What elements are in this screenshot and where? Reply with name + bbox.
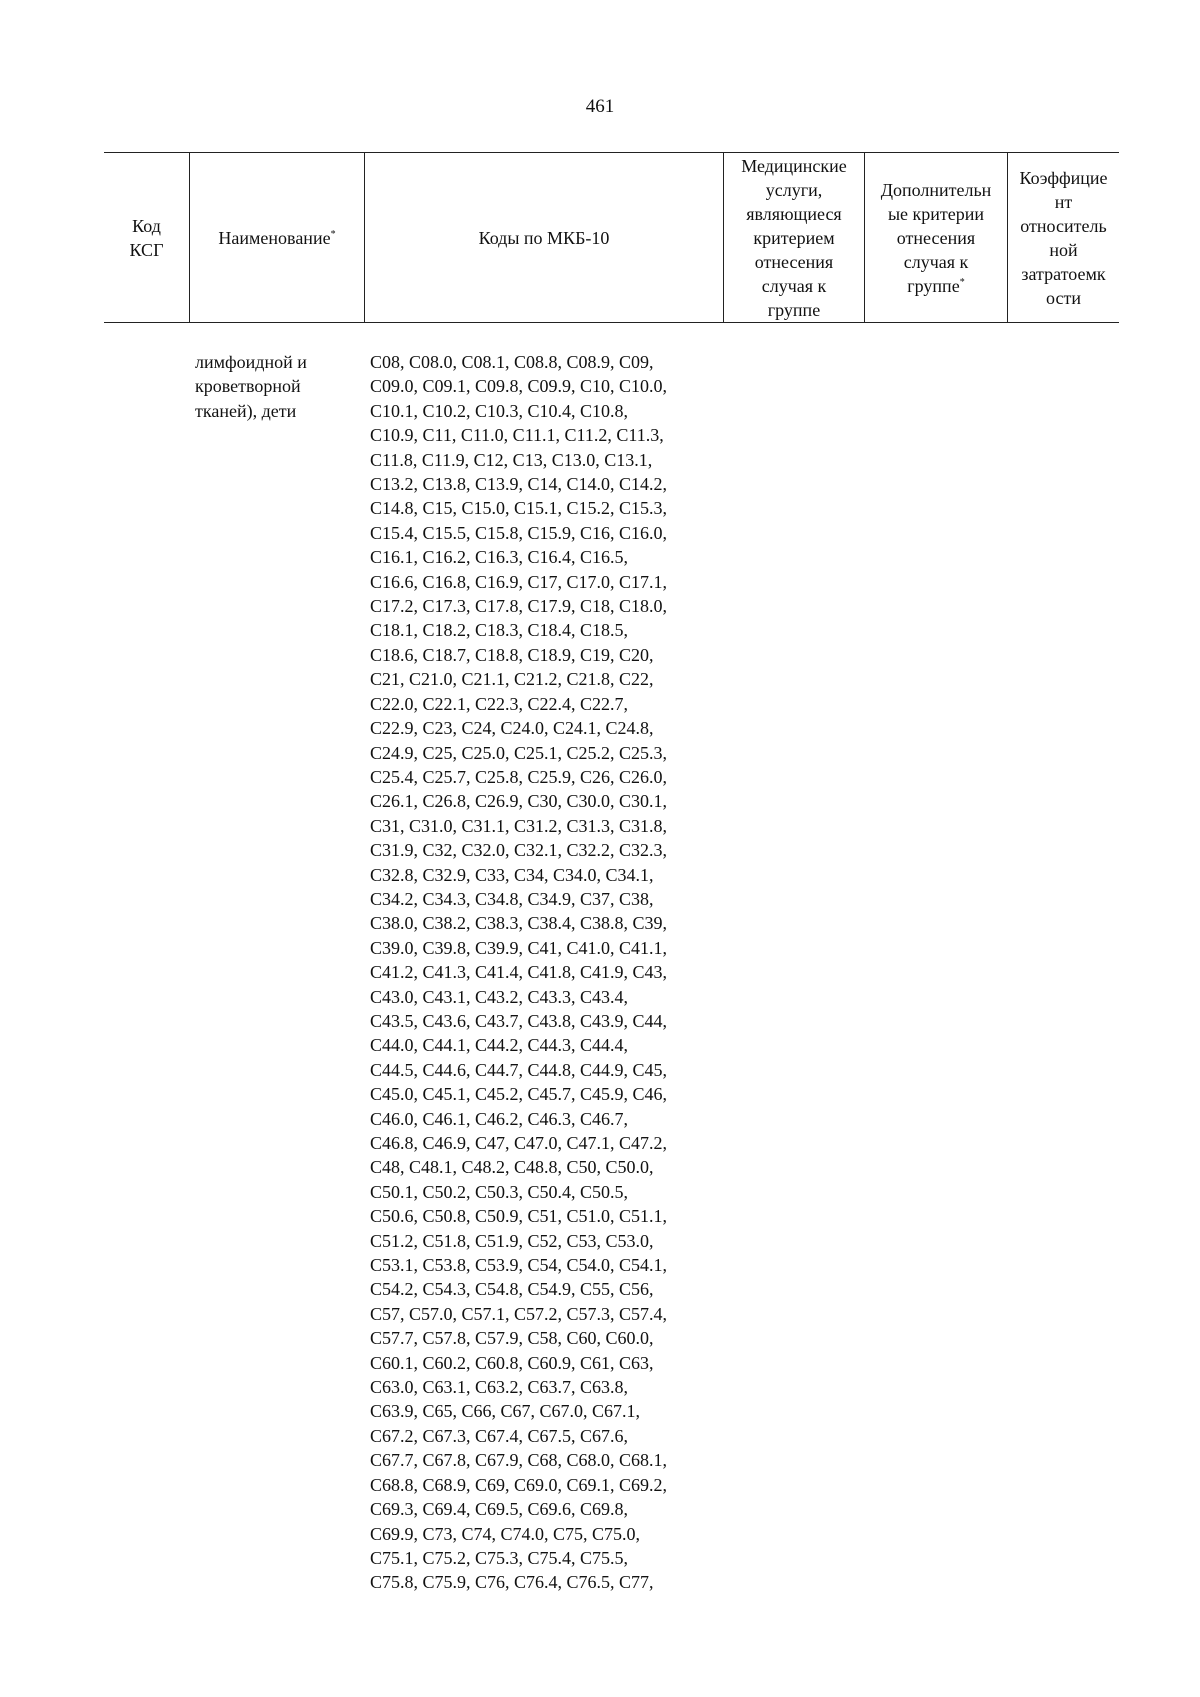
text-line: группе* [907,275,965,296]
text-line: C31.9, C32, C32.0, C32.1, C32.2, C32.3, [370,840,668,861]
text-line: ые критерии [887,203,985,224]
text-line: C16.1, C16.2, C16.3, C16.4, C16.5, [370,547,629,568]
header-medical-services-lines [741,154,847,322]
header-additional-criteria-lines [881,178,992,298]
text-line: C69.9, C73, C74, C74.0, C75, C75.0, [370,1523,641,1544]
text-line: C41.2, C41.3, C41.4, C41.8, C41.9, C43, [370,962,668,983]
text-line: Коэффицие [1019,167,1108,188]
text-line: ной [1049,239,1078,260]
text-line: C48, C48.1, C48.2, C48.8, C50, C50.0, [370,1157,654,1178]
text-line: C50.1, C50.2, C50.3, C50.4, C50.5, [370,1181,629,1202]
text-line: критерием [753,227,835,248]
text-line: Медицинские [741,155,847,176]
header-code-ksg-lines [130,214,164,262]
text-line: C34.2, C34.3, C34.8, C34.9, C37, C38, [370,888,654,909]
text-line: C75.8, C75.9, C76, C76.4, C76.5, C77, [370,1572,654,1593]
text-line: группе [767,299,821,320]
text-line: относитель [1020,215,1107,236]
header-cost-coefficient [1007,153,1119,322]
text-line: C17.2, C17.3, C17.8, C17.9, C18, C18.0, [370,596,668,617]
text-line: C45.0, C45.1, C45.2, C45.7, C45.9, C46, [370,1084,668,1105]
text-line: C43.0, C43.1, C43.2, C43.3, C43.4, [370,986,629,1007]
row-icd10-codes-cell [364,350,723,1595]
text-line: C22.0, C22.1, C22.3, C22.4, C22.7, [370,693,629,714]
text-line: C63.0, C63.1, C63.2, C63.7, C63.8, [370,1377,629,1398]
text-line: Дополнительн [880,179,992,200]
header-medical-services [723,153,864,322]
text-line: затратоемк [1021,263,1106,284]
text-line: C16.6, C16.8, C16.9, C17, C17.0, C17.1, [370,571,668,592]
text-line: C51.2, C51.8, C51.9, C52, C53, C53.0, [370,1230,654,1251]
text-line: нт [1054,191,1073,212]
header-icd10-codes [364,153,723,322]
text-line: ости [1046,287,1081,308]
text-line: C18.1, C18.2, C18.3, C18.4, C18.5, [370,620,629,641]
text-line: отнесения [754,251,834,272]
text-line: C11.8, C11.9, C12, C13, C13.0, C13.1, [370,449,653,470]
text-line: C13.2, C13.8, C13.9, C14, C14.0, C14.2, [370,474,668,495]
text-line: C21, C21.0, C21.1, C21.2, C21.8, C22, [370,669,654,690]
header-cost-coefficient-lines [1019,166,1107,310]
header-name-footnote-mark: * [330,228,336,240]
text-line: C32.8, C32.9, C33, C34, C34.0, C34.1, [370,864,654,885]
text-line: C67.7, C67.8, C67.9, C68, C68.0, C68.1, [370,1450,668,1471]
text-line: C50.6, C50.8, C50.9, C51, C51.0, C51.1, [370,1206,668,1227]
text-line: C69.3, C69.4, C69.5, C69.6, C69.8, [370,1499,629,1520]
footnote-mark: * [959,276,965,288]
text-line: C60.1, C60.2, C60.8, C60.9, C61, C63, [370,1352,654,1373]
table-header [104,152,1119,323]
text-line: C57.7, C57.8, C57.9, C58, C60, C60.0, [370,1328,654,1349]
text-line: C67.2, C67.3, C67.4, C67.5, C67.6, [370,1425,629,1446]
text-line: тканей), дети [195,400,297,421]
text-line: C54.2, C54.3, C54.8, C54.9, C55, C56, [370,1279,654,1300]
text-line: C53.1, C53.8, C53.9, C54, C54.0, C54.1, [370,1255,668,1276]
text-line: отнесения [896,227,976,248]
text-line: C46.0, C46.1, C46.2, C46.3, C46.7, [370,1108,629,1129]
text-line: C08, C08.0, C08.1, C08.8, C08.9, C09, [370,352,654,372]
header-icd10-codes-label: Коды по МКБ-10 [478,227,610,248]
header-code-ksg [104,153,189,322]
text-line: C18.6, C18.7, C18.8, C18.9, C19, C20, [370,644,654,665]
text-line: C31, C31.0, C31.1, C31.2, C31.3, C31.8, [370,815,668,836]
text-line: C25.4, C25.7, C25.8, C25.9, C26, C26.0, [370,766,668,787]
text-line: C44.5, C44.6, C44.7, C44.8, C44.9, C45, [370,1059,668,1080]
header-name [189,153,364,322]
header-name-label: Наименование [218,227,331,248]
row-name-cell [189,350,364,1595]
text-line: C43.5, C43.6, C43.7, C43.8, C43.9, C44, [370,1010,668,1031]
text-line: C44.0, C44.1, C44.2, C44.3, C44.4, [370,1035,629,1056]
text-line: C22.9, C23, C24, C24.0, C24.1, C24.8, [370,718,654,739]
text-line: Код [132,215,161,236]
text-line: случая к [903,251,969,272]
text-line: C09.0, C09.1, C09.8, C09.9, C10, C10.0, [370,376,668,397]
text-line: C10.1, C10.2, C10.3, C10.4, C10.8, [370,400,629,421]
text-line: КСГ [129,239,164,260]
text-line: C14.8, C15, C15.0, C15.1, C15.2, C15.3, [370,498,668,519]
text-line: C57, C57.0, C57.1, C57.2, C57.3, C57.4, [370,1303,668,1324]
text-line: C75.1, C75.2, C75.3, C75.4, C75.5, [370,1547,629,1568]
text-line: случая к [761,275,827,296]
text-line: C10.9, C11, C11.0, C11.1, C11.2, C11.3, [370,425,664,446]
table-row [104,350,1119,1595]
text-line: лимфоидной и [195,352,307,372]
text-line: C24.9, C25, C25.0, C25.1, C25.2, C25.3, [370,742,668,763]
text-line: являющиеся [746,203,842,224]
page-number: 461 [585,96,615,117]
text-line: C15.4, C15.5, C15.8, C15.9, C16, C16.0, [370,522,668,543]
text-line: C63.9, C65, C66, C67, C67.0, C67.1, [370,1401,641,1422]
text-line: C26.1, C26.8, C26.9, C30, C30.0, C30.1, [370,791,668,812]
header-additional-criteria [864,153,1007,322]
text-line: C39.0, C39.8, C39.9, C41, C41.0, C41.1, [370,937,668,958]
text-line: C68.8, C68.9, C69, C69.0, C69.1, C69.2, [370,1474,668,1495]
text-line: C38.0, C38.2, C38.3, C38.4, C38.8, C39, [370,913,668,934]
text-line: услуги, [765,179,823,200]
text-line: кроветворной [195,376,301,397]
text-line: C46.8, C46.9, C47, C47.0, C47.1, C47.2, [370,1133,668,1153]
